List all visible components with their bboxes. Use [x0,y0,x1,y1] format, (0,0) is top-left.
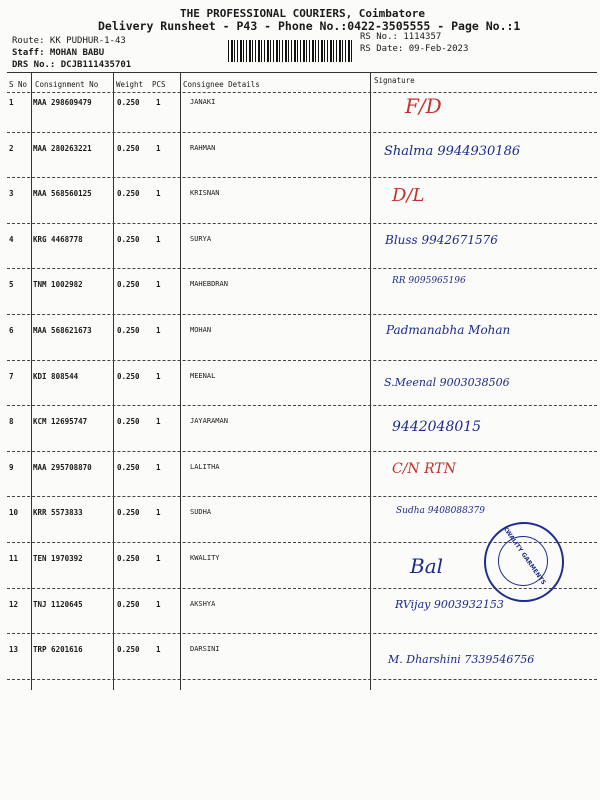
row-signature: 9442048015 [392,419,482,436]
row-pcs: 1 [156,189,161,199]
row-sno: 2 [9,143,14,153]
row-divider [7,633,597,634]
row-consignee: KRISNAN [190,189,220,198]
header-signature: Signature [374,76,415,85]
row-weight: 0.250 [117,508,140,518]
row-sno: 9 [9,462,14,472]
row-pcs: 1 [156,599,161,609]
row-signature: Padmanabha Mohan [386,323,511,337]
row-signature: S.Meenal 9003038506 [384,375,510,389]
row-divider [7,177,597,178]
row-sno: 10 [9,508,19,518]
row-pcs: 1 [156,371,161,381]
company-stamp [484,522,564,602]
row-weight: 0.250 [117,189,140,199]
header-pcs: PCS [152,80,166,89]
row-sno: 13 [9,645,19,655]
row-consignee: DARSINI [190,645,220,654]
row-consignment: KRG 4468778 [33,234,83,244]
row-sno: 3 [9,189,14,199]
row-weight: 0.250 [117,554,140,563]
row-consignee: KWALITY [190,554,220,562]
row-consignment: KDI 808544 [33,371,79,381]
row-weight: 0.250 [117,645,140,655]
row-weight: 0.250 [117,371,140,381]
row-consignment: MAA 568621673 [33,326,92,335]
row-consignment: MAA 568560125 [33,189,92,199]
row-pcs: 1 [156,280,161,290]
row-pcs: 1 [156,508,161,518]
row-sno: 4 [9,234,14,244]
row-signature: RVijay 9003932153 [395,597,504,611]
stamp-text: KWALITY GARMENTS [501,524,547,587]
row-consignee: SUDHA [190,508,212,517]
row-pcs: 1 [156,462,161,472]
row-consignment: KRR 5573833 [33,508,83,518]
row-sno: 5 [9,280,14,290]
header-sno: S No [9,80,28,89]
row-signature: F/D [405,94,442,118]
row-divider [7,223,597,224]
row-consignee: MOHAN [190,326,212,334]
row-weight: 0.250 [117,98,140,107]
row-divider [7,451,597,452]
row-divider [7,132,597,133]
column-divider [113,72,114,690]
column-divider [31,72,32,690]
row-pcs: 1 [156,645,161,655]
row-sno: 1 [9,98,14,107]
row-weight: 0.250 [117,599,140,609]
row-consignee: MAHEBDRAN [190,280,228,289]
row-pcs: 1 [156,326,161,335]
row-signature: D/L [392,185,425,207]
row-sno: 12 [9,599,19,609]
row-consignee: LALITHA [190,462,220,471]
row-pcs: 1 [156,98,161,107]
staff-label: Staff: MOHAN BABU [12,48,105,58]
row-weight: 0.250 [117,280,140,290]
row-consignment: MAA 280263221 [33,143,92,153]
rs-date: RS Date: 09-Feb-2023 [360,44,469,54]
route-label: Route: KK PUDHUR-1-43 [12,36,126,46]
row-pcs: 1 [156,143,161,153]
row-divider [7,314,597,315]
barcode-icon [228,40,353,62]
row-signature: RR 9095965196 [392,276,466,287]
row-consignment: KCM 12695747 [33,417,88,427]
row-consignment: MAA 295708870 [33,462,92,472]
row-divider [7,405,597,406]
row-consignee: JANAKI [190,98,216,106]
row-consignment: TNM 1002982 [33,280,83,290]
row-pcs: 1 [156,234,161,244]
column-divider [180,72,181,690]
row-signature: Bluss 9942671576 [385,232,498,247]
row-weight: 0.250 [117,462,140,472]
column-divider [370,72,371,690]
row-consignee: MEENAL [190,371,216,380]
row-sno: 6 [9,326,14,335]
row-signature: C/N RTN [392,460,457,477]
row-signature: Bal [410,554,444,578]
row-divider [7,496,597,497]
rs-number: RS No.: 1114357 [360,32,442,42]
row-weight: 0.250 [117,417,140,427]
row-signature: M. Dharshini 7339546756 [388,653,535,667]
row-sno: 8 [9,417,14,427]
header-weight: Weight [116,80,144,89]
row-consignment: TEN 1970392 [33,554,83,563]
row-consignee: AKSHYA [190,599,216,608]
runsheet-subtitle: Delivery Runsheet - P43 - Phone No.:0422-3505555 - Page No.:1 [98,19,521,33]
header-divider [7,92,597,93]
row-pcs: 1 [156,417,161,427]
row-weight: 0.250 [117,143,140,153]
header-consignee: Consignee Details [183,80,260,89]
row-consignee: SURYA [190,234,212,243]
row-consignment: TNJ 1120645 [33,599,83,609]
row-consignee: RAHMAN [190,143,216,152]
row-sno: 11 [9,554,19,563]
row-divider [7,268,597,269]
company-title: THE PROFESSIONAL COURIERS, Coimbatore [180,7,426,20]
row-consignee: JAYARAMAN [190,417,228,426]
row-consignment: TRP 6201616 [33,645,83,655]
row-divider [7,679,597,680]
row-signature: Shalma 9944930186 [384,143,521,159]
row-weight: 0.250 [117,326,140,335]
row-signature: Sudha 9408088379 [396,506,486,517]
drs-number: DRS No.: DCJB111435701 [12,60,132,70]
header-consignment: Consignment No [35,80,99,89]
table-top-border [7,72,597,73]
row-divider [7,360,597,361]
row-pcs: 1 [156,554,161,563]
row-consignment: MAA 298609479 [33,98,92,107]
row-weight: 0.250 [117,234,140,244]
row-sno: 7 [9,371,14,381]
